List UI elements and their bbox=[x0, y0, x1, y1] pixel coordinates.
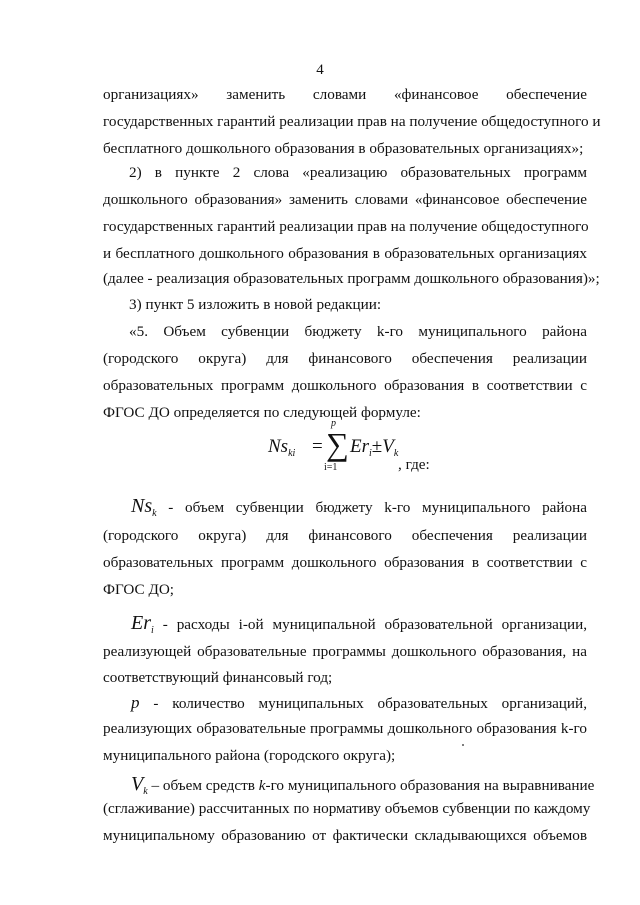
text-line: ФГОС ДО определяется по следующей формуле: bbox=[103, 404, 421, 421]
text-line: бесплатного дошкольного образования в образовательных организациях»; bbox=[103, 140, 584, 157]
text-line: государственных гарантий реализации прав на получение общедоступного и bbox=[103, 113, 601, 130]
text-line: реализующих образовательные программы дошкольного образования k-го bbox=[103, 720, 587, 737]
sum-sign: ∑ bbox=[326, 426, 349, 462]
text-line: муниципального района (городского округа); bbox=[103, 747, 396, 764]
formula-where: , где: bbox=[398, 456, 430, 473]
text-line: ФГОС ДО; bbox=[103, 581, 175, 598]
text-line: образовательных программ дошкольного образования в соответствии с bbox=[103, 377, 587, 394]
formula-equals: = bbox=[312, 436, 323, 457]
text-line: 2) в пункте 2 слова «реализацию образовательных программ bbox=[129, 164, 587, 181]
text-line: и бесплатного дошкольного образования в образовательных организациях bbox=[103, 245, 587, 262]
sum-upper-limit: p bbox=[331, 418, 336, 429]
text-line: (городского округа) для финансового обеспечения реализации bbox=[103, 527, 587, 544]
text-line: государственных гарантий реализации прав на получение общедоступного bbox=[103, 218, 589, 235]
text-line: реализующей образовательные программы дошкольного образования, на bbox=[103, 643, 587, 660]
scan-speck bbox=[462, 744, 464, 746]
text-line: муниципальному образованию от фактически складывающихся объемов bbox=[103, 827, 587, 844]
text-line: образовательных программ дошкольного образования в соответствии с bbox=[103, 554, 587, 571]
text-line: дошкольного образования» заменить словами «финансовое обеспечение bbox=[103, 191, 587, 208]
formula-lhs: $Ns_{ki}$ bbox=[268, 436, 296, 459]
definition-p: p - количество муниципальных образовательных организаций, bbox=[131, 693, 587, 712]
definition-v: $V_k$ – объем средств k-го муниципального образования на выравнивание bbox=[131, 773, 595, 797]
text-line: (далее - реализация образовательных программ дошкольного образования)»; bbox=[103, 270, 600, 287]
text-line: (городского округа) для финансового обеспечения реализации bbox=[103, 350, 587, 367]
sum-lower-limit: i=1 bbox=[324, 462, 338, 473]
text-line: 3) пункт 5 изложить в новой редакции: bbox=[129, 296, 382, 313]
definition-er: $Er_i$ - расходы i-ой муниципальной образовательной организации, bbox=[131, 612, 587, 636]
text-line: организациях» заменить словами «финансовое обеспечение bbox=[103, 86, 587, 103]
text-line: «5. Объем субвенции бюджету k-го муниципального района bbox=[129, 323, 587, 340]
text-line: (сглаживание) рассчитанных по нормативу объемов субвенции по каждому bbox=[103, 800, 591, 817]
subvention-formula bbox=[268, 418, 468, 473]
page-number: 4 bbox=[316, 62, 324, 78]
text-line: соответствующий финансовый год; bbox=[103, 669, 333, 686]
definition-ns: $Ns_k$ - объем субвенции бюджету k-го муниципального района bbox=[131, 495, 587, 519]
formula-rhs: $Er_i\pm V_k$ bbox=[350, 436, 399, 459]
